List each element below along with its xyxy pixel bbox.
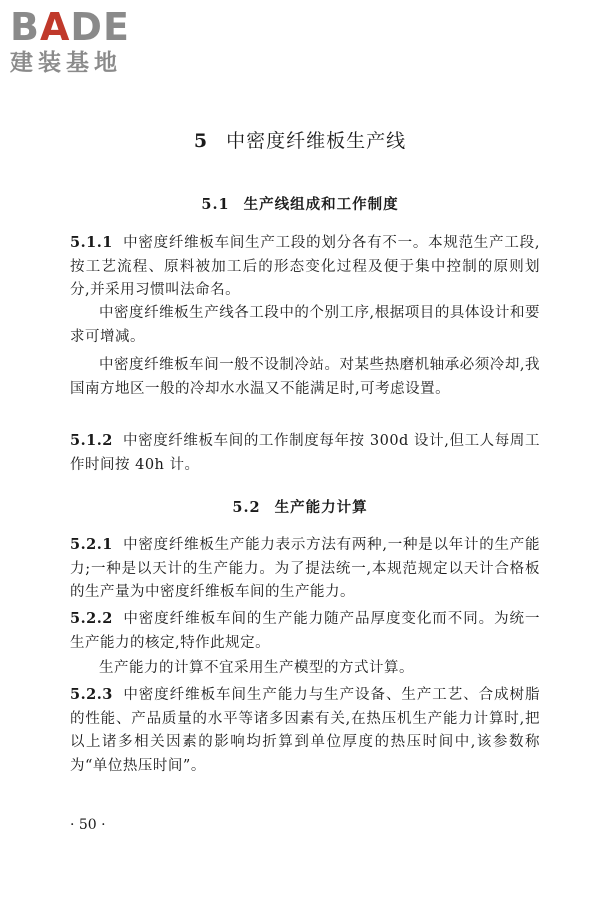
logo-subtitle: 建装基地 bbox=[10, 50, 122, 76]
chapter-title-text: 中密度纤维板生产线 bbox=[226, 130, 407, 152]
clause-paragraph bbox=[70, 533, 540, 605]
paragraph-text: 中密度纤维板车间生产能力与生产设备、生产工艺、合成树脂的性能、产品质量的水平等诸多因素有关,在热压机生产能力计算时,把以上诸多相关因素的影响均折算到单位厚度的热压时间中,该参数称为“单位热压时间”。 bbox=[70, 687, 540, 774]
logo-brand: BADE bbox=[10, 5, 130, 49]
paragraph-text: 生产能力的计算不宜采用生产模型的方式计算。 bbox=[99, 660, 414, 676]
section-heading-5-2 bbox=[0, 496, 600, 517]
section-number: 5.1 bbox=[201, 196, 230, 213]
paragraph-text: 中密度纤维板车间生产工段的划分各有不一。本规范生产工段,按工艺流程、原料被加工后的形态变化过程及便于集中控制的原则划分,并采用习惯叫法命名。 bbox=[70, 235, 540, 298]
clause-number: 5.2.3 bbox=[70, 686, 113, 703]
paragraph-text: 中密度纤维板车间的工作制度每年按 300d 设计,但工人每周工作时间按 40h 计。 bbox=[70, 433, 540, 473]
clause-number: 5.1.2 bbox=[70, 432, 113, 449]
chapter-number: 5 bbox=[193, 130, 209, 152]
clause-paragraph bbox=[70, 683, 540, 778]
paragraph-text: 中密度纤维板车间一般不设制冷站。对某些热磨机轴承必须冷却,我国南方地区一般的冷却水水温又不能满足时,可考虑设置。 bbox=[70, 357, 540, 397]
bade-logo bbox=[10, 5, 175, 76]
body-paragraph bbox=[70, 354, 540, 401]
section-number: 5.2 bbox=[232, 499, 261, 516]
section-heading-5-1 bbox=[0, 193, 600, 214]
clause-paragraph bbox=[70, 231, 540, 303]
clause-number: 5.2.1 bbox=[70, 536, 113, 553]
clause-number: 5.1.1 bbox=[70, 234, 113, 251]
page-number: · 50 · bbox=[70, 817, 106, 833]
clause-paragraph bbox=[70, 429, 540, 477]
paragraph-text: 中密度纤维板车间的生产能力随产品厚度变化而不同。为统一生产能力的核定,特作此规定。 bbox=[70, 611, 540, 651]
paragraph-text: 中密度纤维板生产能力表示方法有两种,一种是以年计的生产能力;一种是以天计的生产能力。为了提法统一,本规范规定以天计合格板的生产量为中密度纤维板车间的生产能力。 bbox=[70, 537, 540, 600]
clause-number: 5.2.2 bbox=[70, 610, 113, 627]
chapter-title bbox=[0, 126, 600, 153]
section-title-text: 生产线组成和工作制度 bbox=[243, 196, 399, 213]
section-title-text: 生产能力计算 bbox=[274, 499, 368, 516]
body-paragraph bbox=[70, 302, 540, 349]
paragraph-text: 中密度纤维板生产线各工段中的个别工序,根据项目的具体设计和要求可增减。 bbox=[70, 305, 540, 345]
clause-paragraph bbox=[70, 607, 540, 655]
body-paragraph bbox=[70, 657, 540, 681]
